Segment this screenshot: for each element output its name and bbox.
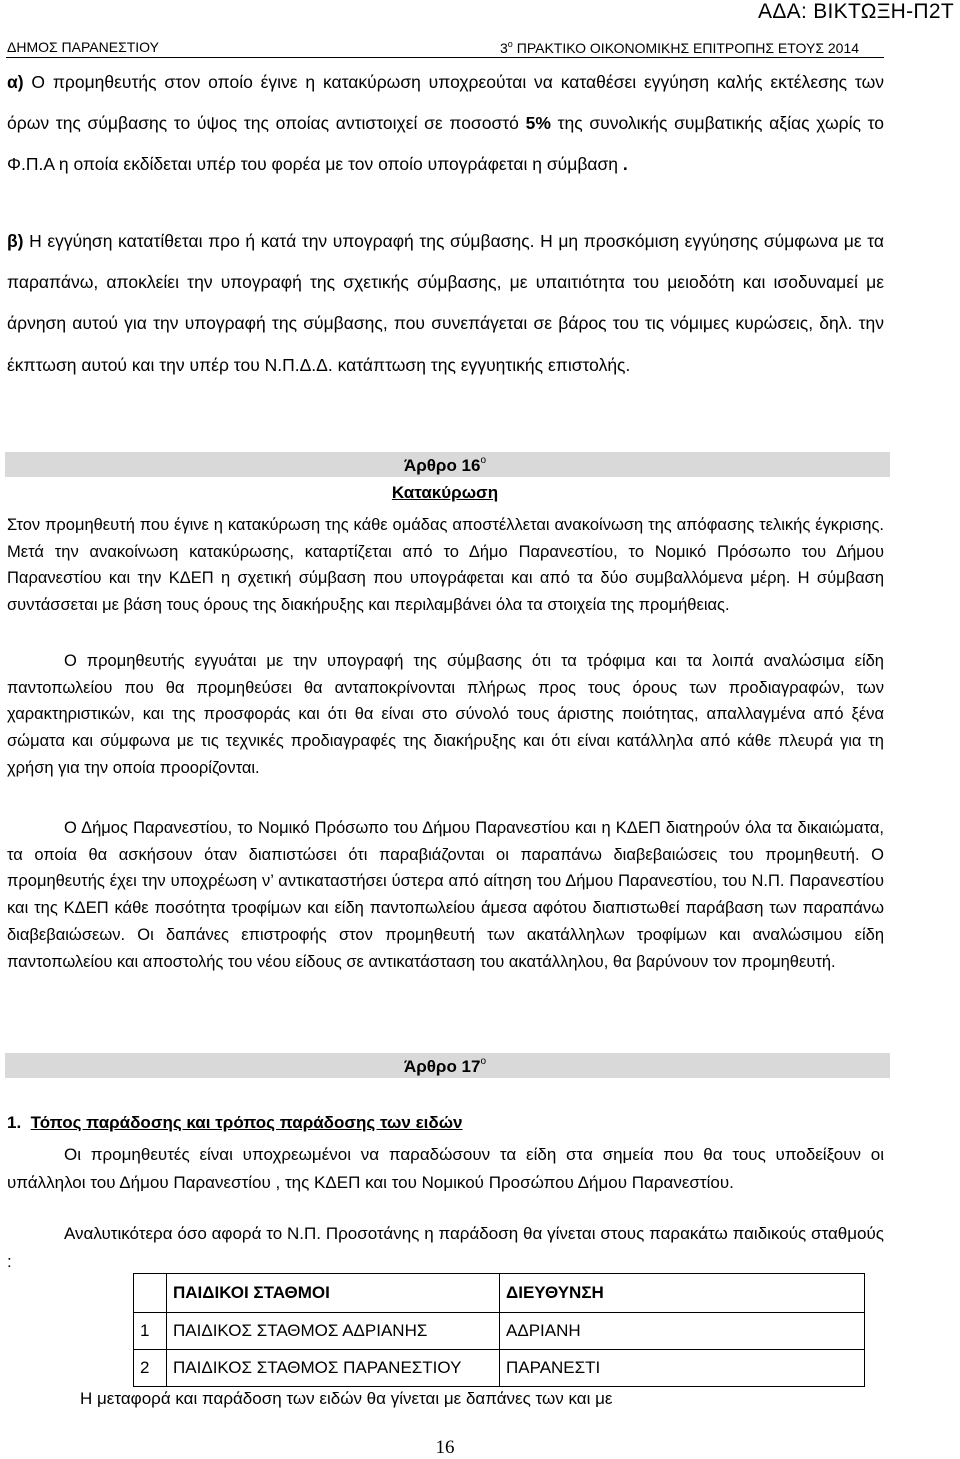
table-row	[134, 1350, 865, 1387]
clause-a	[7, 62, 884, 186]
article-17-title-text: Άρθρο 17	[403, 1057, 481, 1076]
clause-b-label: β)	[7, 231, 24, 251]
article-16-para-1: Στον προμηθευτή που έγινε η κατακύρωση της κάθε ομάδας αποστέλλεται ανακοίνωση της απόφασης τελικής έγκρισης. Μετά την ανακοίνωση κατακύρωσης, καταρτίζεται από το Δήμο Παρανεστίου, το Νομικό Πρόσωπο του Δήμου Παρανεστίου και την ΚΔΕΠ η σχετική σύμβαση που υπογράφεται και από τα δύο συμβαλλόμενα μέρη. Η σύμβαση συντάσσεται με βάση τους όρους της διακήρυξης και περιλαμβάνει όλα τα στοιχεία της προμήθειας.	[7, 516, 884, 615]
article-17-para-3: Η μεταφορά και παράδοση των ειδών θα γίνεται με δαπάνες των και με	[80, 1389, 613, 1408]
article-16-title	[0, 455, 890, 476]
table-header-row	[134, 1274, 865, 1313]
header-meeting	[500, 39, 859, 56]
clause-a-text1: Ο προμηθευτής στον οποίο έγινε η κατακύρωση υποχρεούται να καταθέσει εγγύηση καλής εκτέλεσης των όρων της σύμβασης το ύψος της οποίας αντιστοιχεί σε ποσοστό	[7, 72, 884, 134]
article-17-ordinal: ο	[480, 1056, 487, 1067]
clause-a-percent: 5%	[525, 113, 551, 134]
clause-b-text: Η εγγύηση κατατίθεται προ ή κατά την υπογραφή της σύμβασης. Η μη προσκόμιση εγγύησης σύμφωνα με τα παραπάνω, αποκλείει την υπογραφή της σχετικής σύμβασης, με υπαιτιότητα του μειοδότη και ισοδυναμεί με άρνηση αυτού για την υπογραφή της σύμβασης, που συνεπάγεται σε βάρος του τις νόμιμες κυρώσεις, δηλ. την έκπτωση αυτού και την υπέρ του Ν.Π.Δ.Δ. κατάπτωση της εγγυητικής επιστολής.	[7, 231, 884, 375]
page-number: 16	[435, 1437, 455, 1458]
section-1-title: Τόπος παράδοσης και τρόπος παράδοσης των ειδών	[30, 1113, 463, 1132]
table-cell: 1	[134, 1313, 167, 1350]
article-17-para-1: Οι προμηθευτές είναι υποχρεωμένοι να παραδώσουν τα είδη στα σημεία που θα τους υποδείξουν οι υπάλληλοι του Δήμου Παρανεστίου , της ΚΔΕΠ και του Νομικού Προσώπου Δήμου Παρανεστίου.	[7, 1145, 884, 1192]
nurseries-table	[133, 1273, 865, 1387]
table-row	[134, 1313, 865, 1350]
meeting-text: ΠΡΑΚΤΙΚΟ ΟΙΚΟΝΟΜΙΚΗΣ ΕΠΙΤΡΟΠΗΣ ΕΤΟΥΣ 2014	[512, 40, 860, 56]
article-16-ordinal: ο	[480, 455, 487, 466]
header-rule	[6, 57, 884, 58]
table-cell: ΠΑΙΔΙΚΟΣ ΣΤΑΘΜΟΣ ΠΑΡΑΝΕΣΤΙΟΥ	[167, 1350, 500, 1387]
clause-a-label: α)	[7, 72, 24, 92]
table-cell: 2	[134, 1350, 167, 1387]
article-16-subtitle: Κατακύρωση	[391, 483, 499, 502]
clause-a-end: .	[618, 154, 628, 175]
table-header-cell: ΠΑΙΔΙΚΟΙ ΣΤΑΘΜΟΙ	[167, 1274, 500, 1313]
section-1-heading	[7, 1113, 463, 1133]
article-16-para-2: Ο προμηθευτής εγγυάται με την υπογραφή της σύμβασης ότι τα τρόφιμα και τα λοιπά αναλώσιμα είδη παντοπωλείου που θα προμηθεύσει θα ανταποκρίνονται πλήρως προς τους όρους των προδιαγραφών, των χαρακτηριστικών, και της προσφοράς και ότι θα είναι στο σύνολό τους άριστης ποιότητας, απαλλαγμένα από ξένα σώματα και σύμφωνα με τις τεχνικές προδιαγραφές της διακήρυξης και ότι είναι κατάλληλα από κάθε πλευρά για τη χρήση για την οποία προορίζονται.	[7, 652, 884, 777]
clause-b	[7, 221, 884, 386]
article-16-para-3: Ο Δήμος Παρανεστίου, το Νομικό Πρόσωπο του Δήμου Παρανεστίου και η ΚΔΕΠ διατηρούν όλα τα δικαιώματα, τα οποία θα ασκήσουν όταν διαπιστώσει ότι παραβιάζονται οι παραπάνω διαβεβαιώσεις του προμηθευτή. Ο προμηθευτής έχει την υποχρέωση ν’ αντικαταστήσει ύστερα από αίτηση του Δήμου Παρανεστίου, του Ν.Π. Παρανεστίου και της ΚΔΕΠ κάθε ποσότητα τροφίμων και είδη παντοπωλείου άμεσα αφότου διαπιστωθεί παράβαση των παραπάνω διαβεβαιώσεων. Οι δαπάνες επιστροφής στον προμηθευτή των ακατάλληλων τροφίμων και αναλώσιμου είδη παντοπωλείου και αποστολής του νέου είδους σε αντικατάσταση του ακατάλληλου, θα βαρύνουν τον προμηθευτή.	[7, 819, 884, 971]
article-16-title-text: Άρθρο 16	[403, 456, 481, 475]
clause-a-text2: της συνολικής συμβατικής αξίας χωρίς το Φ.Π.Α η οποία εκδίδεται υπέρ του φορέα με τον οποίο υπογράφεται η σύμβαση	[7, 113, 884, 175]
table-cell: ΠΑΡΑΝΕΣΤΙ	[500, 1350, 865, 1387]
table-cell: ΑΔΡΙΑΝΗ	[500, 1313, 865, 1350]
header-municipality: ΔΗΜΟΣ ΠΑΡΑΝΕΣΤΙΟΥ	[7, 39, 159, 55]
section-1-number: 1.	[7, 1113, 22, 1132]
table-header-cell	[134, 1274, 167, 1313]
table-header-cell: ΔΙΕΥΘΥΝΣΗ	[500, 1274, 865, 1313]
meeting-ordinal: ο	[507, 39, 513, 49]
article-17-title	[0, 1056, 890, 1077]
ada-code: ΑΔΑ: ΒΙΚΤΩΞΗ-Π2Τ	[758, 0, 954, 23]
meeting-number: 3	[500, 40, 508, 56]
table-cell: ΠΑΙΔΙΚΟΣ ΣΤΑΘΜΟΣ ΑΔΡΙΑΝΗΣ	[167, 1313, 500, 1350]
article-17-para-2: Αναλυτικότερα όσο αφορά το Ν.Π. Προσοτάνης η παράδοση θα γίνεται στους παρακάτω παιδικούς σταθμούς :	[7, 1224, 884, 1271]
